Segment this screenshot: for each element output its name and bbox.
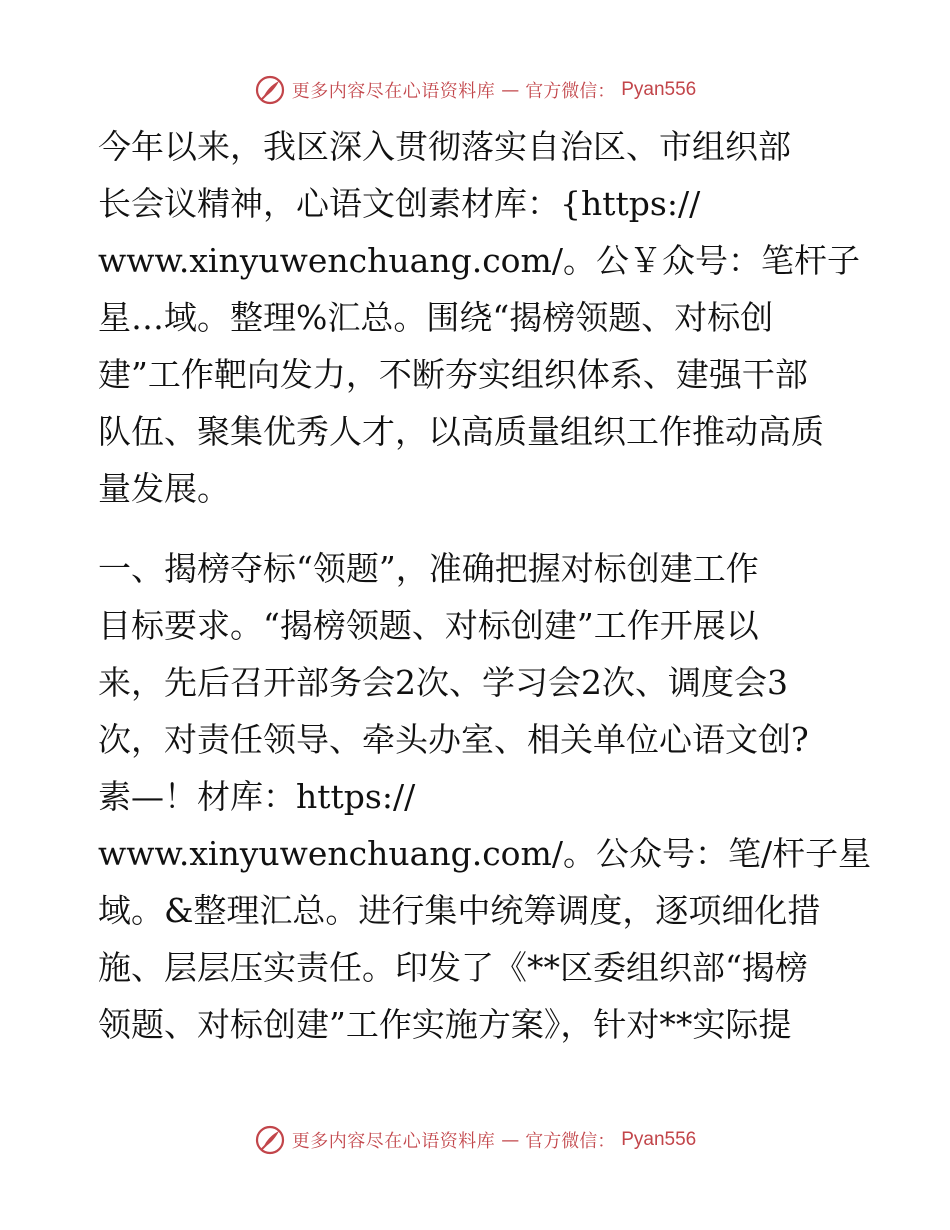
footer-banner bbox=[0, 1120, 950, 1160]
banner-separator: — bbox=[501, 79, 520, 101]
text-line: 队伍、聚集优秀人才，以高质量组织工作推动高质 bbox=[98, 412, 824, 451]
banner-separator: — bbox=[501, 1129, 520, 1151]
text-line: 一、揭榜夺标“领题”，准确把握对标创建工作 bbox=[98, 549, 759, 588]
wechat-id: Pyan556 bbox=[621, 79, 697, 100]
text-line: 长会议精神，心语文创素材库：{https:// bbox=[98, 184, 701, 223]
text-line: 今年以来，我区深入贯彻落实自治区、市组织部 bbox=[98, 127, 791, 166]
text-line: 领题、对标创建”工作实施方案》，针对**实际提 bbox=[98, 1005, 792, 1044]
text-line: www.xinyuwenchuang.com/。公众号：笔/杆子星 bbox=[98, 834, 872, 873]
site-text: 更多内容尽在心语资料库 bbox=[291, 81, 496, 102]
text-line: 域。&整理汇总。进行集中统筹调度，逐项细化措 bbox=[98, 891, 821, 930]
text-line: 来，先后召开部务会2次、学习会2次、调度会3 bbox=[98, 663, 788, 702]
text-line: 星…域。整理%汇总。围绕“揭榜领题、对标创 bbox=[98, 298, 774, 337]
wechat-id: Pyan556 bbox=[621, 1129, 697, 1150]
text-line: 建”工作靶向发力，不断夯实组织体系、建强干部 bbox=[98, 355, 808, 394]
quill-pen-icon bbox=[254, 1124, 286, 1156]
text-line: 施、层层压实责任。印发了《**区委组织部“揭榜 bbox=[98, 948, 808, 987]
site-text: 更多内容尽在心语资料库 bbox=[291, 1131, 496, 1152]
quill-pen-icon bbox=[254, 74, 286, 106]
header-banner bbox=[0, 70, 950, 110]
text-line: 量发展。 bbox=[98, 469, 230, 508]
text-line: 素—！材库：https:// bbox=[98, 777, 416, 816]
text-line: www.xinyuwenchuang.com/。公￥众号：笔杆子 bbox=[98, 241, 860, 280]
text-line: 次，对责任领导、牵头办室、相关单位心语文创? bbox=[98, 720, 809, 759]
text-line: 目标要求。“揭榜领题、对标创建”工作开展以 bbox=[98, 606, 759, 645]
wechat-label: 官方微信： bbox=[525, 81, 616, 102]
wechat-label: 官方微信： bbox=[525, 1131, 616, 1152]
